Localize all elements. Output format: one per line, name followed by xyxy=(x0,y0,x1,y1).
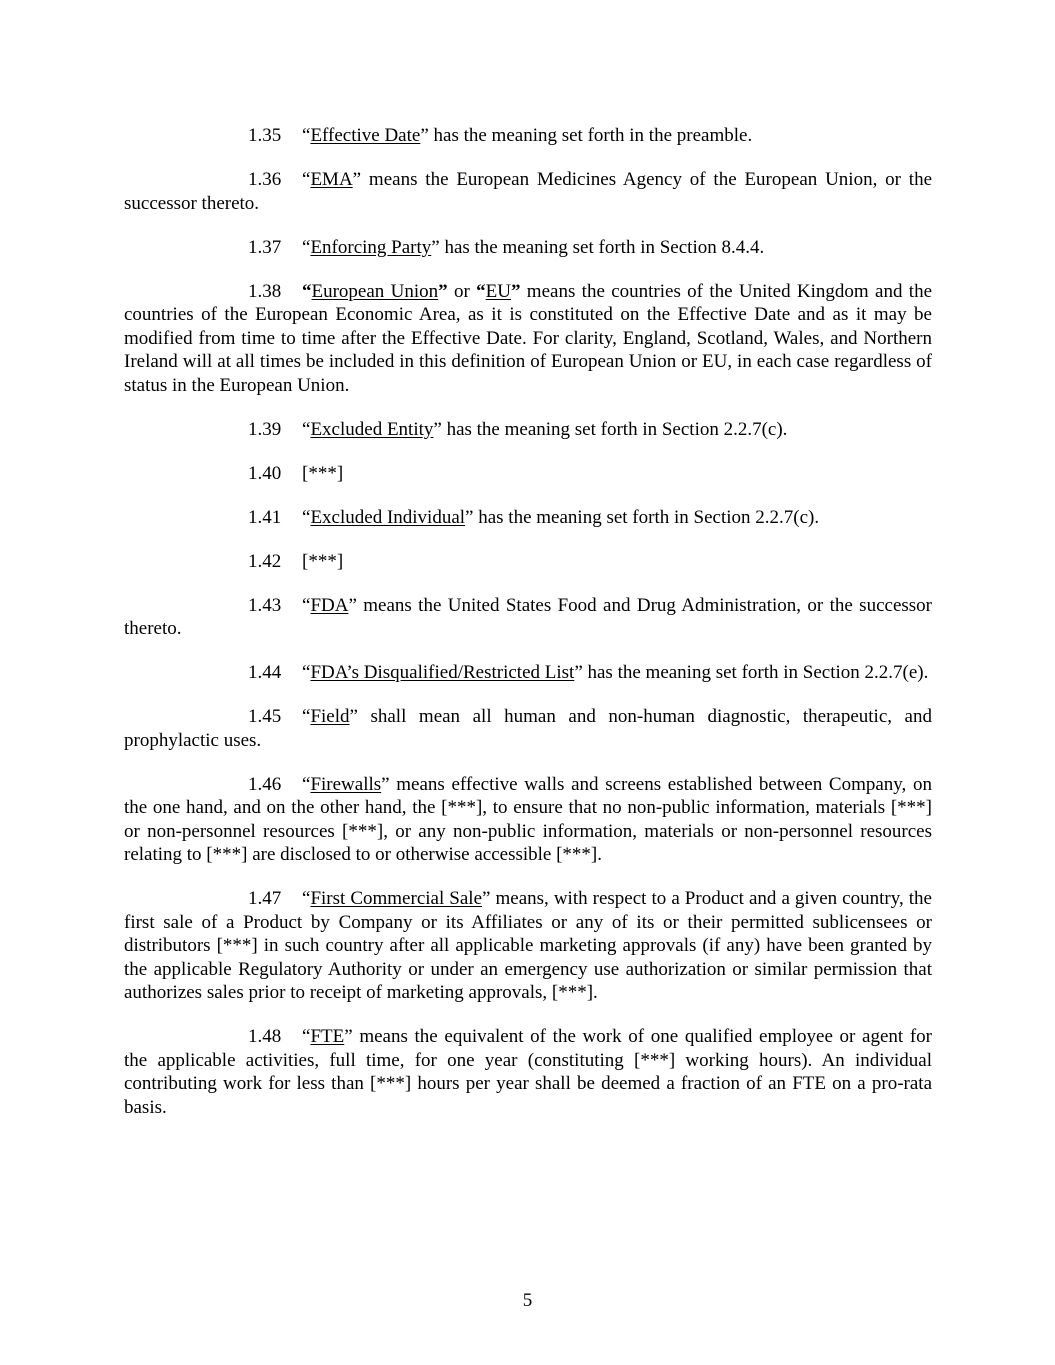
definition-text: ” means, with respect to a Product and a given country, the first sale of a Product by Company or its Affiliates or any of its or their permitted sublicensees or distributors [***] in such country after all applicable marketing approvals (if any) have been granted by the applicable Regulatory Authority or under an emergency use authorization or similar permission that authorizes sales prior to receipt of marketing approvals, [***]. xyxy=(124,888,932,1003)
open-quote: “ xyxy=(302,506,311,528)
open-quote: “ xyxy=(302,773,311,795)
section-number: 1.36 xyxy=(248,169,282,190)
or-text: or xyxy=(447,280,477,302)
open-quote: “ xyxy=(302,418,311,440)
redacted-text: [***] xyxy=(302,462,344,484)
section-number: 1.39 xyxy=(248,418,282,440)
defined-term-alt: EU xyxy=(485,280,511,302)
defined-term: Firewalls xyxy=(310,773,382,795)
defined-term: Field xyxy=(310,706,350,727)
open-quote: “ xyxy=(302,1026,311,1047)
defined-term: First Commercial Sale xyxy=(310,888,483,909)
section-number: 1.42 xyxy=(248,550,282,572)
definition-text: ” means effective walls and screens established between Company, on the one hand, and on the other hand, the [***], to ensure that no non-public information, materials [***] or non-personnel resources [***], or any non-public information, materials or non-personnel resources relating to [***] are disclosed to or otherwise accessible [***]. xyxy=(124,773,932,865)
definition-1-40 xyxy=(124,462,932,486)
definition-1-45 xyxy=(124,705,932,752)
section-number: 1.46 xyxy=(248,773,282,795)
open-quote: “ xyxy=(476,280,486,302)
definition-1-38 xyxy=(124,280,932,398)
page-number: 5 xyxy=(522,1290,533,1311)
defined-term: FTE xyxy=(310,1026,345,1047)
section-number: 1.37 xyxy=(248,236,282,258)
definition-1-41 xyxy=(124,506,932,530)
defined-term: FDA xyxy=(310,594,349,616)
defined-term: European Union xyxy=(311,280,439,302)
definition-text: ” means the European Medicines Agency of the European Union, or the successor thereto. xyxy=(124,169,932,214)
section-number: 1.47 xyxy=(248,888,282,909)
section-number: 1.48 xyxy=(248,1026,282,1047)
definition-1-39 xyxy=(124,418,932,442)
definition-1-46 xyxy=(124,773,932,867)
definition-1-42 xyxy=(124,550,932,574)
definition-text: means the countries of the United Kingdom and the countries of the European Economic Area, as it is constituted on the Effective Date and as it may be modified from time to time after the Effective Date. For clarity, England, Scotland, Wales, and Northern Ireland will at all times be included in this definition of European Union or EU, in each case regardless of status in the European Union. xyxy=(124,280,933,396)
definition-text: ” means the equivalent of the work of one qualified employee or agent for the applicable activities, full time, for one year (constituting [***] working hours). An individual contributing work for less than [***] hours per year shall be deemed a fraction of an FTE on a pro-rata basis. xyxy=(124,1026,932,1118)
open-quote: “ xyxy=(302,280,312,302)
definition-1-37 xyxy=(124,236,932,260)
open-quote: “ xyxy=(302,236,311,258)
definition-1-47 xyxy=(124,887,932,1005)
section-number: 1.35 xyxy=(248,125,282,146)
open-quote: “ xyxy=(302,125,311,146)
open-quote: “ xyxy=(302,706,311,727)
section-number: 1.45 xyxy=(248,706,282,727)
open-quote: “ xyxy=(302,888,311,909)
section-number: 1.43 xyxy=(248,594,282,616)
redacted-text: [***] xyxy=(302,550,344,572)
definition-1-44 xyxy=(124,661,932,685)
defined-term: Excluded Entity xyxy=(310,418,434,440)
definition-text: ” has the meaning set forth in Section 2.2.7(c). xyxy=(465,506,820,528)
section-number: 1.40 xyxy=(248,462,282,484)
open-quote: “ xyxy=(302,594,311,616)
defined-term: Effective Date xyxy=(310,125,421,146)
close-quote: ” xyxy=(510,280,521,302)
section-number: 1.38 xyxy=(248,280,282,302)
definition-1-43 xyxy=(124,594,932,641)
definition-1-48 xyxy=(124,1025,932,1119)
open-quote: “ xyxy=(302,169,311,190)
definitions-list xyxy=(124,124,932,1140)
definition-1-36 xyxy=(124,168,932,215)
definition-text: ” has the meaning set forth in Section 2.2.7(c). xyxy=(433,418,788,440)
section-number: 1.41 xyxy=(248,506,282,528)
definition-text: ” has the meaning set forth in the preamble. xyxy=(420,125,753,146)
defined-term: FDA’s Disqualified/Restricted List xyxy=(310,662,575,683)
close-quote: ” xyxy=(438,280,448,302)
definition-text: ” has the meaning set forth in Section 8.4.4. xyxy=(431,236,765,258)
defined-term: Excluded Individual xyxy=(310,506,466,528)
definition-text: ” has the meaning set forth in Section 2.2.7(e). xyxy=(574,662,929,683)
section-number: 1.44 xyxy=(248,662,282,683)
defined-term: EMA xyxy=(310,169,353,190)
open-quote: “ xyxy=(302,662,311,683)
definition-text: ” shall mean all human and non-human diagnostic, therapeutic, and prophylactic uses. xyxy=(124,706,932,751)
defined-term: Enforcing Party xyxy=(310,236,432,258)
definition-1-35 xyxy=(124,124,932,148)
definition-text: ” means the United States Food and Drug Administration, or the successor thereto. xyxy=(124,594,932,639)
